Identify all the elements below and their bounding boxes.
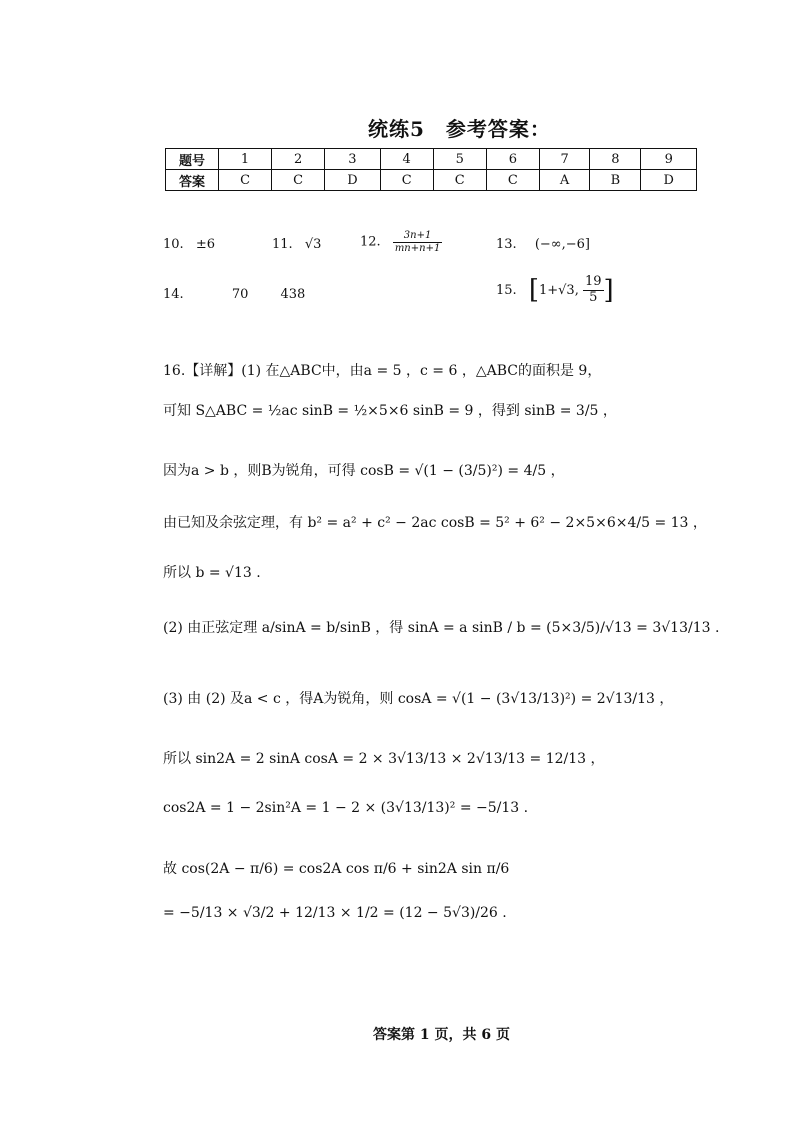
right-bracket-icon: ] [603,275,614,306]
fraction-denominator: mn+n+1 [394,242,441,254]
answer-14 [163,287,305,302]
page-footer: 答案第 1 页，共 6 页 [373,1027,510,1043]
table-header-cell: 答案 [166,170,219,191]
fraction-numerator: 19 [584,274,602,289]
solution-line: 所以 sin2A = 2 sinA cosA = 2 × 3√13/13 × 2√13/13 = 12/13 ， [163,751,605,767]
table-cell: 8 [590,149,641,170]
solution-line: 因为a > b ，则B为锐角，可得 cosB = √(1 − (3/5)²) = 4/5 ， [163,463,565,479]
table-cell: C [433,170,486,191]
answer-10 [163,237,215,252]
table-cell: D [325,170,380,191]
answer-value: 70 [231,287,249,302]
answer-11 [272,237,321,252]
table-cell: 7 [539,149,589,170]
solution-line: (3) 由 (2) 及a < c ，得A为锐角，则 cosA = √(1 − (3√13/13)²) = 2√13/13 ， [163,691,674,707]
solution-line: 由已知及余弦定理，有 b² = a² + c² − 2ac cosB = 5² + 6² − 2×5×6×4/5 = 13 ， [163,515,707,531]
table-cell: 9 [641,149,697,170]
table-cell: C [272,170,325,191]
question-number: 12. [360,234,381,250]
answer-12 [360,230,442,254]
answer-table [165,148,697,191]
answer-value: ±6 [195,237,215,252]
solution-line: 故 cos(2A − π/6) = cos2A cos π/6 + sin2A sin π/6 [163,861,510,877]
table-cell: C [219,170,272,191]
answer-fraction [393,230,442,254]
table-header-cell: 题号 [166,149,219,170]
solution-line: = −5/13 × √3/2 + 12/13 × 1/2 = (12 − 5√3)/26 . [163,905,507,921]
answer-value: 1+√3, [538,282,579,298]
answer-value: 438 [280,287,306,302]
question-number: 13. [496,237,517,252]
table-cell: C [486,170,539,191]
solution-line: cos2A = 1 − 2sin²A = 1 − 2 × (3√13/13)² = −5/13 . [163,800,529,816]
solution-line: 16.【详解】(1) 在△ABC中，由a = 5 ，c = 6 ，△ABC的面积是 9， [163,363,602,379]
left-bracket-icon: [ [528,275,539,306]
question-number: 10. [163,237,184,252]
answer-15 [496,275,614,306]
table-cell: 1 [219,149,272,170]
table-cell: A [539,170,589,191]
table-cell: 6 [486,149,539,170]
page-title: 统练5 参考答案： [368,117,551,141]
table-cell: 4 [380,149,433,170]
table-row [166,170,697,191]
answer-fraction [583,275,604,306]
fraction-numerator: 3n+1 [393,230,442,243]
table-cell: 3 [325,149,380,170]
table-cell: 2 [272,149,325,170]
solution-line: 可知 S△ABC = ½ac sinB = ½×5×6 sinB = 9 ，得到 sinB = 3/5 ， [163,403,617,419]
answer-value: (−∞,−6] [534,237,590,252]
table-cell: B [590,170,641,191]
solution-line: (2) 由正弦定理 a/sinA = b/sinB ，得 sinA = a sinB / b = (5×3/5)/√13 = 3√13/13 . [163,620,720,636]
answer-value: √3 [304,237,322,252]
question-number: 11. [272,237,293,252]
fraction-denominator: 5 [589,289,598,305]
table-cell: D [641,170,697,191]
table-cell: 5 [433,149,486,170]
table-row [166,149,697,170]
question-number: 14. [163,287,184,302]
table-cell: C [380,170,433,191]
solution-line: 所以 b = √13 . [163,565,261,581]
question-number: 15. [496,282,517,298]
answer-13 [496,237,590,252]
